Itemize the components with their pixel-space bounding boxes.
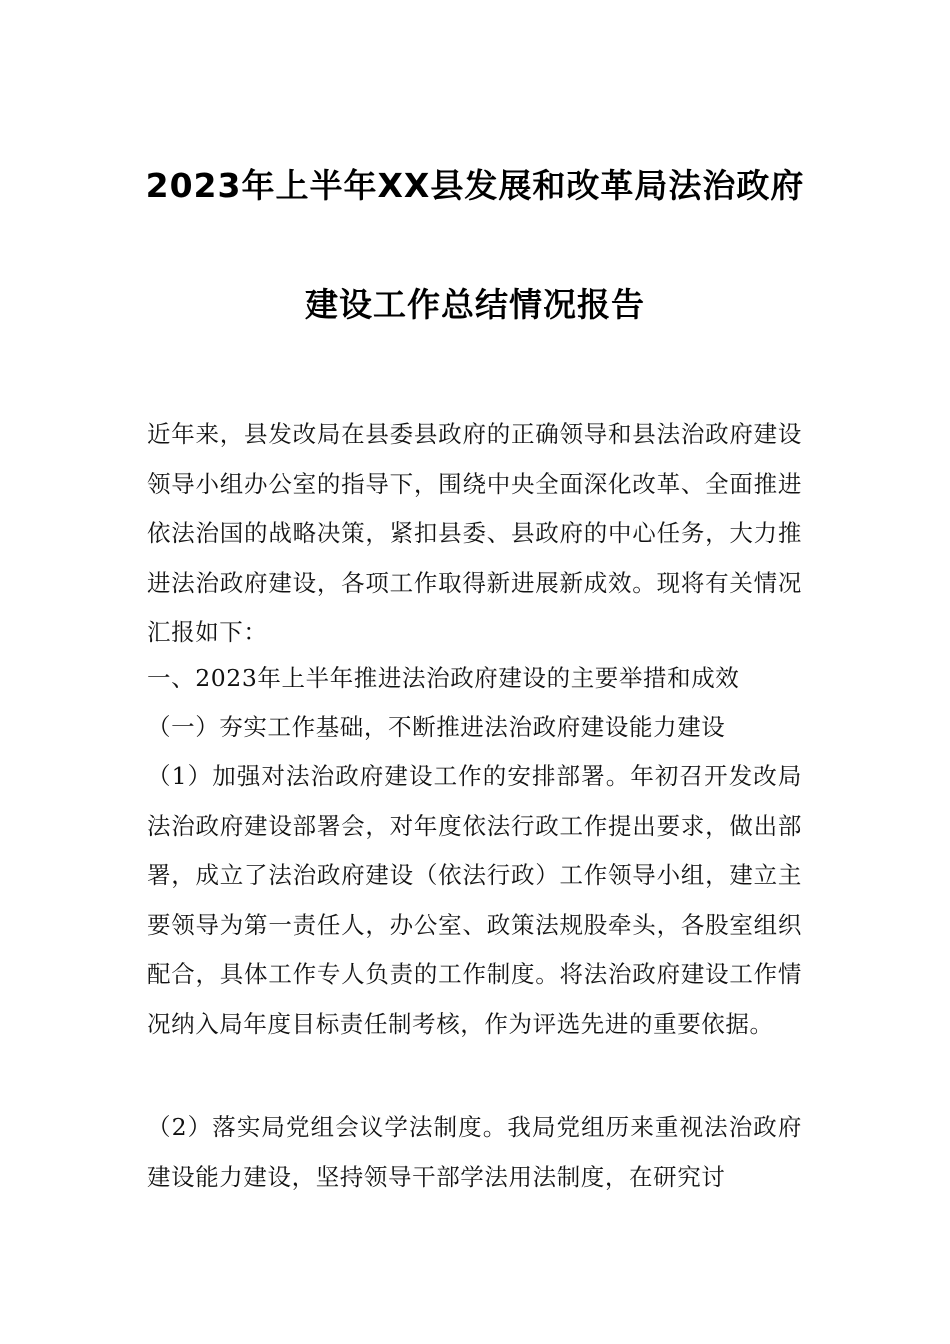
section-heading-1: 一、2023年上半年推进法治政府建设的主要举措和成效 [147,664,740,692]
item-paragraph-1: （1）加强对法治政府建设工作的安排部署。年初召开发改局法治政府建设部署会，对年度依法行政工作提出要求，做出部署，成立了法治政府建设（依法行政）工作领导小组，建立主要领导为第一责任人，办公室、政策法规股牵头，各股室组织配合，具体工作专人负责的工作制度。将法治政府建设工作情况纳入局年度目标责任制考核，作为评选先进的重要依据。 [147,762,802,1038]
intro-paragraph: 近年来，县发改局在县委县政府的正确领导和县法治政府建设领导小组办公室的指导下，围绕中央全面深化改革、全面推进依法治国的战略决策，紧扣县委、县政府的中心任务，大力推进法治政府建设，各项工作取得新进展新成效。现将有关情况汇报如下： [147,420,802,646]
item-paragraph-2: （2）落实局党组会议学法制度。我局党组历来重视法治政府建设能力建设，坚持领导干部学法用法制度，在研究讨 [147,1113,802,1191]
document-title-line-1: 2023年上半年XX县发展和改革局法治政府 [145,166,805,205]
document-title-line-2: 建设工作总结情况报告 [305,285,645,324]
subsection-heading-1: （一）夯实工作基础，不断推进法治政府建设能力建设 [147,713,726,741]
